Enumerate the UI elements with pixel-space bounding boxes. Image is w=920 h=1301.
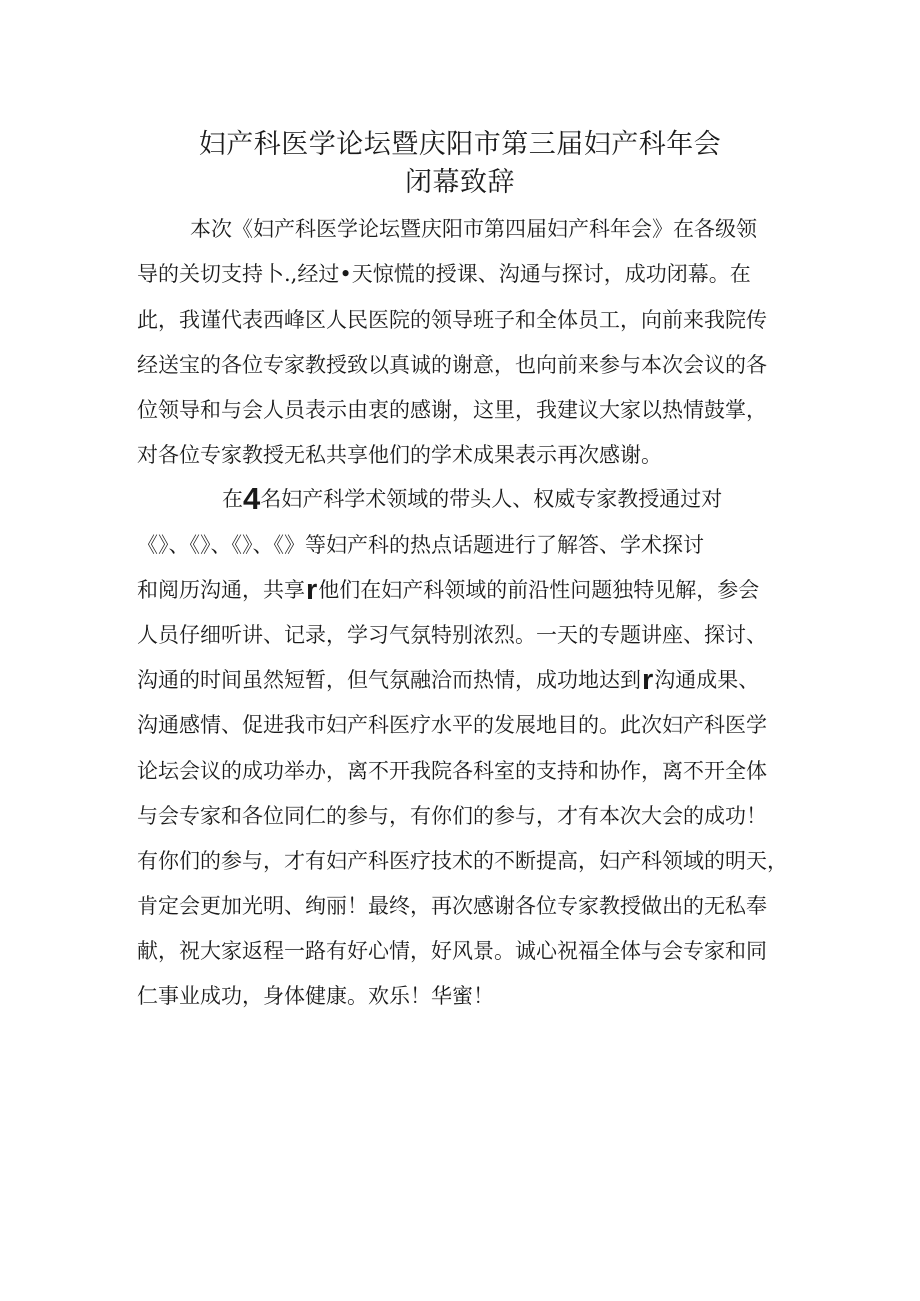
paragraph2-line: 献，祝大家返程一路有好心情，好风景。诚心祝福全体与会专家和同 (137, 939, 767, 963)
paragraph2-line3-after: 他们在妇产科领域的前沿性问题独特见解，参会 (318, 578, 760, 602)
paragraph1-line: 对各位专家教授无私共享他们的学术成果表示再次感谢。 (137, 443, 662, 467)
paragraph2-line: 与会专家和各位同仁的参与，有你们的参与，才有本次大会的成功！ (137, 804, 767, 828)
paragraph2-line1-before: 在 (222, 487, 243, 511)
paragraph2-line5-after: 沟通成果、 (654, 668, 760, 692)
paragraph2-line (222, 481, 723, 516)
paragraph2-line: 人员仔细听讲、记录，学习气氛特别浓烈。一天的专题讲座、探讨、 (137, 623, 767, 647)
paragraph2-line (137, 665, 759, 695)
paragraph1-line: 经送宝的各位专家教授致以真诚的谢意，也向前来参与本次会议的各 (137, 353, 767, 377)
document-title-line1: 妇产科医学论坛暨庆阳市第三届妇产科年会 (198, 129, 722, 160)
document-title-line2: 闭幕致辞 (405, 167, 515, 198)
paragraph1-line: 本次《妇产科医学论坛暨庆阳市第四届妇产科年会》在各级领 (190, 217, 757, 241)
paragraph1-line: 导的关切支持卜.,经过•天惊慌的授课、沟通与探讨，成功闭幕。在 (137, 262, 751, 286)
paragraph2-line3-before: 和阅历沟通，共享 (137, 578, 305, 602)
paragraph2-line: 沟通感情、促进我市妇产科医疗水平的发展地目的。此次妇产科医学 (137, 713, 767, 737)
paragraph2-line: 仁事业成功，身体健康。欢乐！华蜜！ (137, 984, 494, 1008)
paragraph2-line5-mark: r (642, 664, 654, 696)
paragraph1-line: 位领导和与会人员表示由衷的感谢，这里，我建议大家以热情鼓掌， (137, 398, 767, 422)
paragraph2-line5-before: 沟通的时间虽然短暂，但气氛融洽而热情，成功地达到 (137, 668, 641, 692)
paragraph2-line3-mark: r (306, 574, 318, 606)
paragraph1-line: 此，我谨代表西峰区人民医院的领导班子和全体员工，向前来我院传 (137, 308, 767, 332)
paragraph2-line: 有你们的参与，才有妇产科医疗技术的不断提高，妇产科领域的明天， (137, 849, 788, 873)
paragraph2-line1-after: 名妇产科学术领域的带头人、权威专家教授通过对 (260, 487, 723, 511)
paragraph2-line: 《》、《》、《》、《》等妇产科的热点话题进行了解答、学术探讨 (137, 533, 704, 557)
paragraph2-line: 论坛会议的成功举办，离不开我院各科室的支持和协作，离不开全体 (137, 759, 767, 783)
paragraph2-line (137, 575, 759, 605)
paragraph2-line1-number: 4 (243, 481, 261, 516)
paragraph2-line: 肯定会更加光明、绚丽！最终，再次感谢各位专家教授做出的无私奉 (137, 894, 767, 918)
